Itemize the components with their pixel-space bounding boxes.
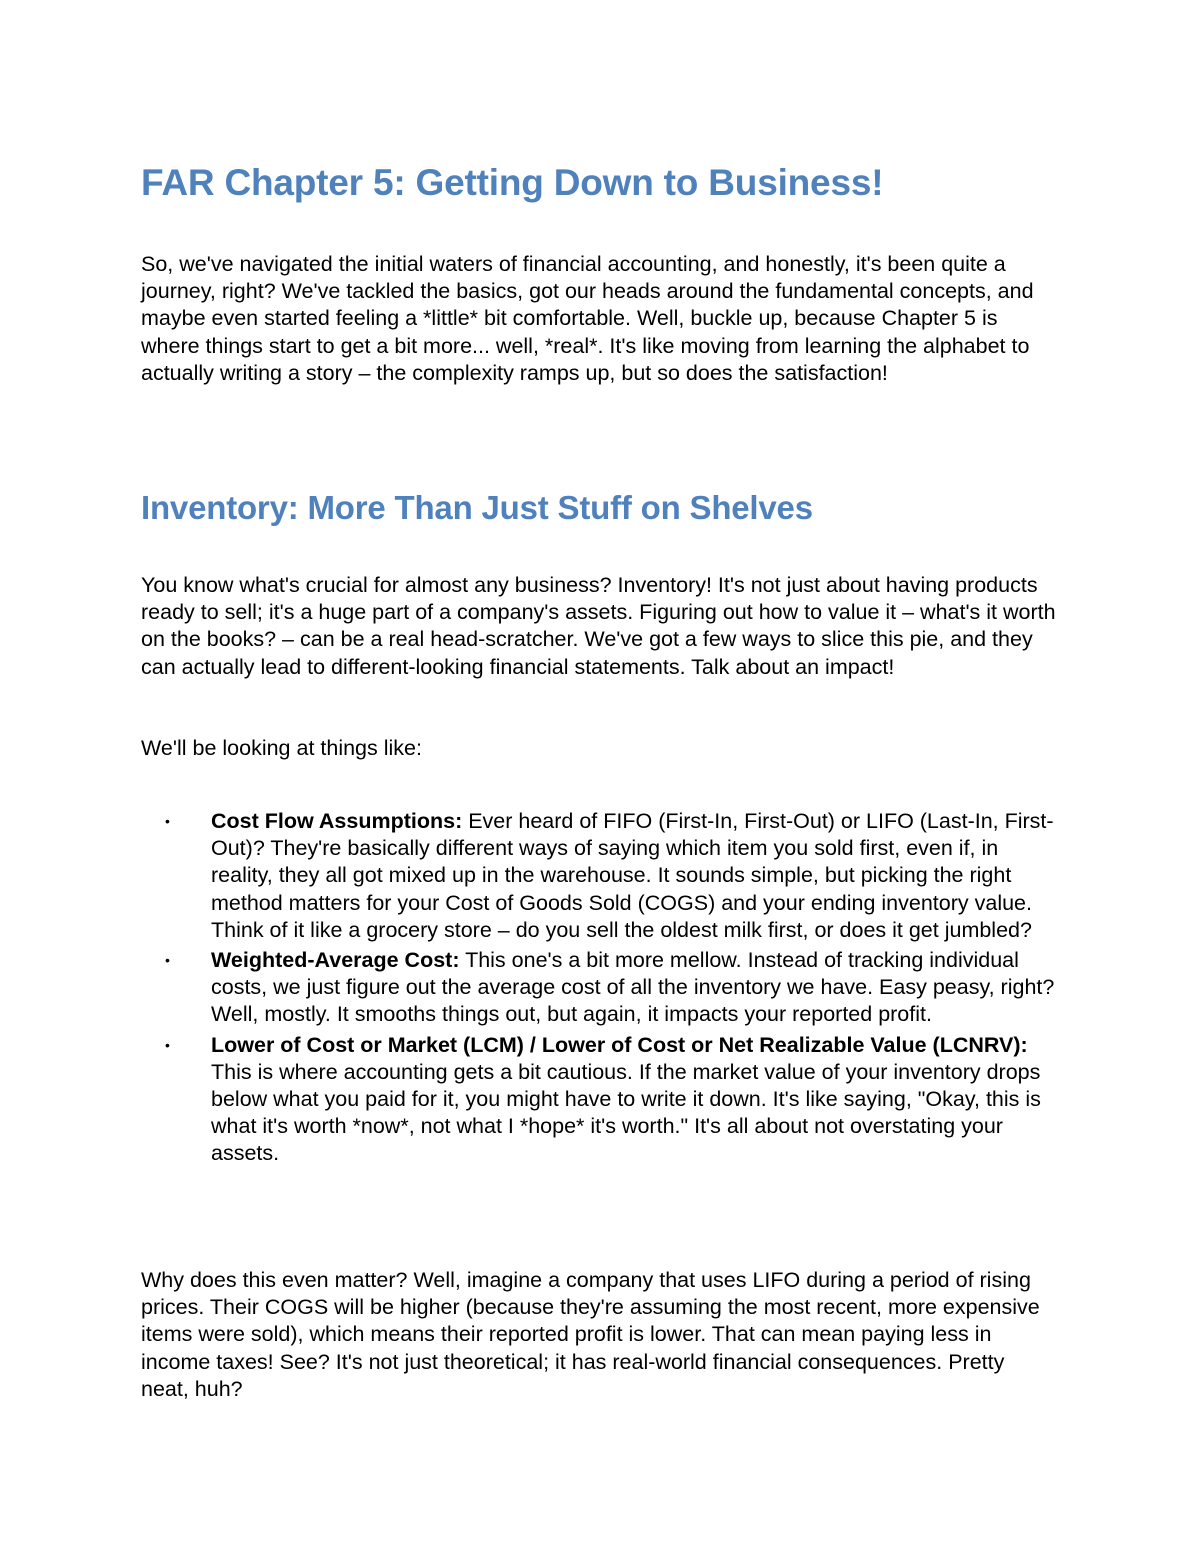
bullet-icon: •: [165, 952, 170, 969]
bullet-term: Cost Flow Assumptions:: [211, 809, 463, 833]
bullet-list: [141, 808, 1061, 1171]
section-paragraph-3: Why does this even matter? Well, imagine a company that uses LIFO during a period of rising prices. Their COGS will be higher (because they're assuming the most recent, more expensive items were sold), which means their reported profit is lower. That can mean paying less in income taxes! See? It's not just theoretical; it has real-world financial consequences. Pretty neat, huh?: [141, 1268, 1040, 1401]
bullet-icon: •: [165, 1036, 170, 1053]
list-item: [141, 1032, 1061, 1168]
page-title: FAR Chapter 5: Getting Down to Business!: [141, 162, 884, 203]
bullet-term: Lower of Cost or Market (LCM) / Lower of Cost or Net Realizable Value (LCNRV):: [211, 1032, 1028, 1057]
list-item: [141, 947, 1061, 1029]
section-heading: Inventory: More Than Just Stuff on Shelves: [141, 489, 813, 526]
bullet-text: This is where accounting gets a bit cautious. If the market value of your inventory drops below what you paid for it, you might have to write it down. It's like saying, "Okay, this is what it's worth *now*, not what I *hope* it's worth." It's all about not overstating your assets.: [211, 1059, 1041, 1166]
bullet-text: This one's a bit more mellow. Instead of tracking individual costs, we just figure out the average cost of all the inventory we have. Easy peasy, right? Well, mostly. It smooths things out, but again, it impacts your reported profit.: [211, 948, 1055, 1027]
section-paragraph-1: You know what's crucial for almost any business? Inventory! It's not just about having products ready to sell; it's a huge part of a company's assets. Figuring out how to value it – what's it worth on the books? – can be a real head-scratcher. We've got a few ways to slice this pie, and they can actually lead to different-looking financial statements. Talk about an impact!: [141, 573, 1056, 679]
section-paragraph-2: We'll be looking at things like:: [141, 736, 422, 760]
intro-paragraph: So, we've navigated the initial waters of financial accounting, and honestly, it's been quite a journey, right? We've tackled the basics, got our heads around the fundamental concepts, and maybe even started feeling a *little* bit comfortable. Well, buckle up, because Chapter 5 is where things start to get a bit more... well, *real*. It's like moving from learning the alphabet to actually writing a story – the complexity ramps up, but so does the satisfaction!: [141, 252, 1034, 385]
bullet-icon: •: [165, 813, 170, 829]
bullet-text: Ever heard of FIFO (First-In, First-Out) or LIFO (Last-In, First-Out)? They're basically different ways of saying which item you sold first, even if, in reality, they all got mixed up in the warehouse. It sounds simple, but picking the right method matters for your Cost of Goods Sold (COGS) and your ending inventory value. Think of it like a grocery store – do you sell the oldest milk first, or does it get jumbled?: [211, 809, 1054, 942]
bullet-term: Weighted-Average Cost:: [211, 948, 460, 973]
list-item: [141, 808, 1061, 944]
